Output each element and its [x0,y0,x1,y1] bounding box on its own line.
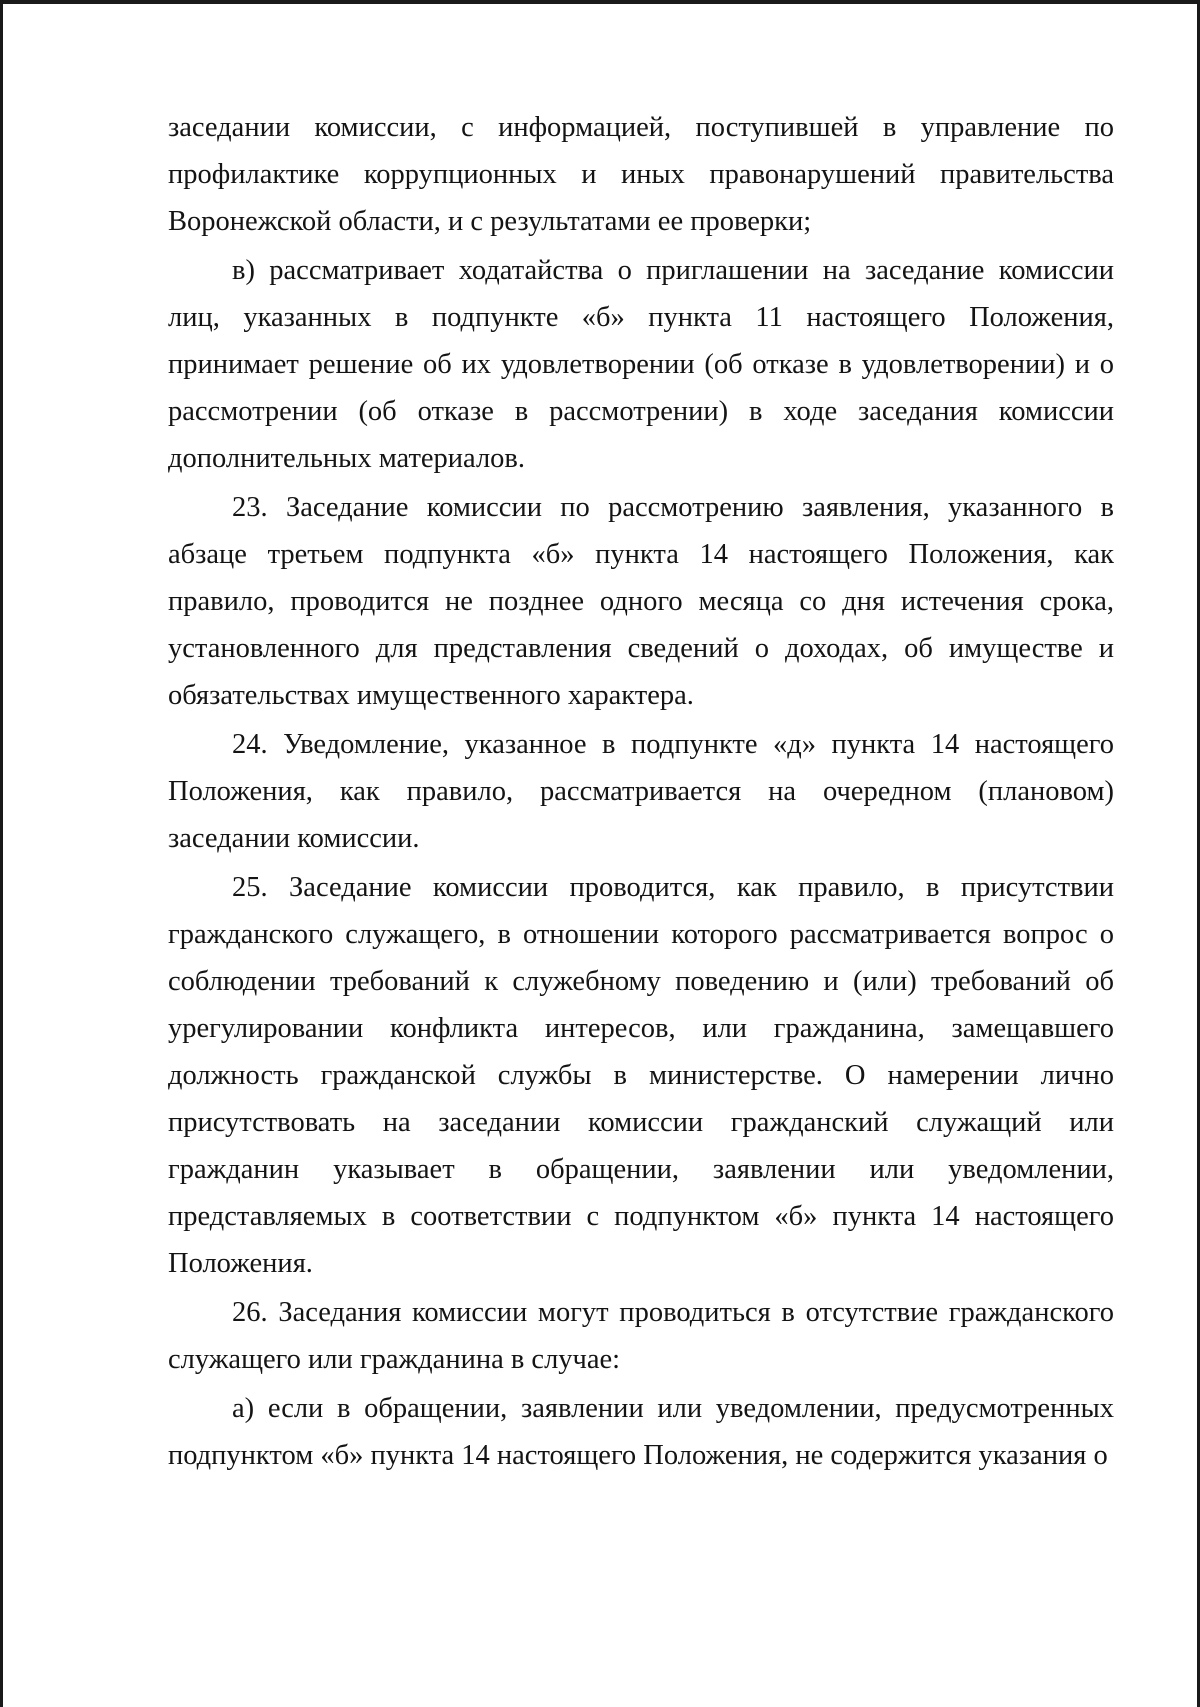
paragraph-item-a: а) если в обращении, заявлении или уведомлении, предусмотренных подпунктом «б» пункта 14 настоящего Положения, не содержится указания о [168,1393,1114,1471]
paragraph-clause-23: 23. Заседание комиссии по рассмотрению заявления, указанного в абзаце третьем подпункта «б» пункта 14 настоящего Положения, как правило, проводится не позднее одного месяца со дня истечения срока, установленного для представления сведений о доходах, об имуществе и обязательствах имущественного характера. [168,492,1114,711]
scan-edge-top [0,0,1200,4]
paragraph-continuation: заседании комиссии, с информацией, поступившей в управление по профилактике коррупционных и иных правонарушений правительства Воронежской области, и с результатами ее проверки; [168,112,1114,237]
paragraph-item-v: в) рассматривает ходатайства о приглашении на заседание комиссии лиц, указанных в подпункте «б» пункта 11 настоящего Положения, принимает решение об их удовлетворении (об отказе в удовлетворении) и о рассмотрении (об отказе в рассмотрении) в ходе заседания комиссии дополнительных материалов. [168,255,1114,474]
document-body [168,104,1114,1481]
paragraph-clause-24: 24. Уведомление, указанное в подпункте «д» пункта 14 настоящего Положения, как правило, рассматривается на очередном (плановом) заседании комиссии. [168,729,1114,854]
scan-edge-left [0,0,3,1707]
paragraph-clause-25: 25. Заседание комиссии проводится, как правило, в присутствии гражданского служащего, в отношении которого рассматривается вопрос о соблюдении требований к служебному поведению и (или) требований об урегулировании конфликта интересов, или гражданина, замещавшего должность гражданской службы в министерстве. О намерении лично присутствовать на заседании комиссии гражданский служащий или гражданин указывает в обращении, заявлении или уведомлении, представляемых в соответствии с подпунктом «б» пункта 14 настоящего Положения. [168,872,1114,1279]
paragraph-clause-26: 26. Заседания комиссии могут проводиться в отсутствие гражданского служащего или гражданина в случае: [168,1297,1114,1375]
